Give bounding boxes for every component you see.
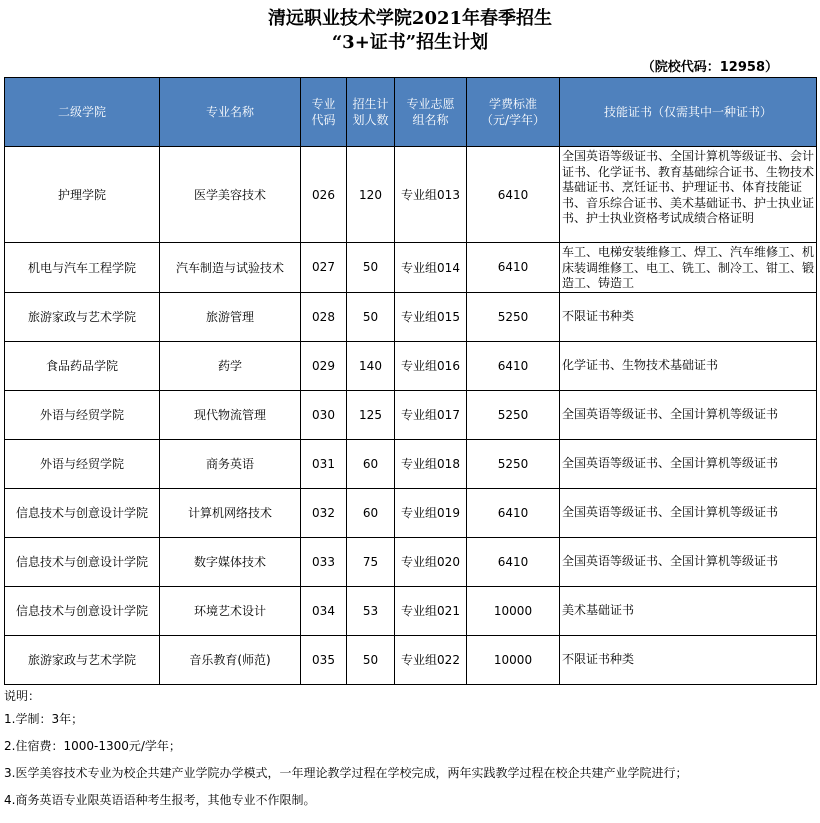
tuition-cell: 10000: [467, 586, 560, 635]
plan-count-cell: 50: [347, 635, 395, 684]
notes-heading: 说明：: [4, 689, 41, 703]
page-subtitle: “3+证书”招生计划: [331, 32, 489, 53]
note-item: 2.住宿费：1000-1300元/学年；: [4, 739, 181, 753]
tuition-cell: 5250: [467, 439, 560, 488]
page-title: 清远职业技术学院2021年春季招生: [267, 8, 553, 29]
major-code-cell: 030: [301, 390, 347, 439]
header-cell: 学费标准（元/学年）: [467, 78, 560, 147]
table-row: [5, 635, 817, 684]
plan-count-cell: 50: [347, 243, 395, 293]
certificate-cell: 全国英语等级证书、全国计算机等级证书: [560, 439, 817, 488]
tuition-cell: 6410: [467, 537, 560, 586]
note-item: 1.学制：3年；: [4, 712, 84, 726]
plan-count-cell: 50: [347, 292, 395, 341]
note-item: 4.商务英语专业限英语语种考生报考，其他专业不作限制。: [4, 793, 316, 807]
major-cell: 商务英语: [160, 439, 301, 488]
certificate-cell: 美术基础证书: [560, 586, 817, 635]
group-cell: 专业组013: [395, 147, 467, 243]
table-row: [5, 537, 817, 586]
major-cell: 环境艺术设计: [160, 586, 301, 635]
major-cell: 计算机网络技术: [160, 488, 301, 537]
college-cell: 旅游家政与艺术学院: [5, 292, 160, 341]
tuition-cell: 5250: [467, 390, 560, 439]
college-cell: 信息技术与创意设计学院: [5, 586, 160, 635]
note-item: 3.医学美容技术专业为校企共建产业学院办学模式，一年理论教学过程在学校完成，两年实践教学过程在校企共建产业学院进行；: [4, 766, 688, 780]
certificate-cell: 不限证书种类: [560, 635, 817, 684]
college-cell: 信息技术与创意设计学院: [5, 537, 160, 586]
enrollment-plan-table: [4, 77, 817, 685]
plan-count-cell: 140: [347, 341, 395, 390]
major-cell: 汽车制造与试验技术: [160, 243, 301, 293]
table-row: [5, 439, 817, 488]
major-code-cell: 033: [301, 537, 347, 586]
plan-count-cell: 60: [347, 488, 395, 537]
tuition-cell: 6410: [467, 243, 560, 293]
major-code-cell: 035: [301, 635, 347, 684]
header-cell: 专业代码: [301, 78, 347, 147]
school-code: （院校代码：12958）: [641, 60, 778, 75]
header-cell: 专业名称: [160, 78, 301, 147]
header-row: [5, 78, 817, 147]
table-row: [5, 341, 817, 390]
plan-count-cell: 125: [347, 390, 395, 439]
college-cell: 护理学院: [5, 147, 160, 243]
tuition-cell: 6410: [467, 341, 560, 390]
major-code-cell: 027: [301, 243, 347, 293]
college-cell: 信息技术与创意设计学院: [5, 488, 160, 537]
plan-count-cell: 60: [347, 439, 395, 488]
header-cell: 二级学院: [5, 78, 160, 147]
table-row: [5, 243, 817, 293]
plan-count-cell: 53: [347, 586, 395, 635]
header-cell: 技能证书（仅需其中一种证书）: [560, 78, 817, 147]
notes-section: [4, 686, 816, 814]
header-cell: 招生计划人数: [347, 78, 395, 147]
major-cell: 旅游管理: [160, 292, 301, 341]
group-cell: 专业组020: [395, 537, 467, 586]
college-cell: 食品药品学院: [5, 341, 160, 390]
major-code-cell: 026: [301, 147, 347, 243]
major-cell: 数字媒体技术: [160, 537, 301, 586]
plan-count-cell: 75: [347, 537, 395, 586]
group-cell: 专业组021: [395, 586, 467, 635]
major-cell: 现代物流管理: [160, 390, 301, 439]
major-code-cell: 032: [301, 488, 347, 537]
group-cell: 专业组022: [395, 635, 467, 684]
major-code-cell: 028: [301, 292, 347, 341]
major-cell: 医学美容技术: [160, 147, 301, 243]
certificate-cell: 化学证书、生物技术基础证书: [560, 341, 817, 390]
tuition-cell: 10000: [467, 635, 560, 684]
college-cell: 旅游家政与艺术学院: [5, 635, 160, 684]
header-cell: 专业志愿组名称: [395, 78, 467, 147]
group-cell: 专业组014: [395, 243, 467, 293]
certificate-cell: 不限证书种类: [560, 292, 817, 341]
certificate-cell: 全国英语等级证书、全国计算机等级证书: [560, 488, 817, 537]
tuition-cell: 6410: [467, 147, 560, 243]
table-row: [5, 586, 817, 635]
group-cell: 专业组015: [395, 292, 467, 341]
certificate-cell: 全国英语等级证书、全国计算机等级证书、会计证书、化学证书、教育基础综合证书、生物技术基础证书、烹饪证书、护理证书、体育技能证书、音乐综合证书、美术基础证书、护士执业证书、护士执业资格考试成绩合格证明: [560, 147, 817, 243]
certificate-cell: 全国英语等级证书、全国计算机等级证书: [560, 390, 817, 439]
group-cell: 专业组018: [395, 439, 467, 488]
certificate-cell: 全国英语等级证书、全国计算机等级证书: [560, 537, 817, 586]
tuition-cell: 5250: [467, 292, 560, 341]
major-cell: 音乐教育(师范): [160, 635, 301, 684]
certificate-cell: 车工、电梯安装维修工、焊工、汽车维修工、机床装调维修工、电工、铣工、制冷工、钳工、锻造工、铸造工: [560, 243, 817, 293]
college-cell: 外语与经贸学院: [5, 439, 160, 488]
table-row: [5, 147, 817, 243]
major-code-cell: 029: [301, 341, 347, 390]
major-cell: 药学: [160, 341, 301, 390]
table-row: [5, 488, 817, 537]
table-row: [5, 390, 817, 439]
major-code-cell: 034: [301, 586, 347, 635]
college-cell: 机电与汽车工程学院: [5, 243, 160, 293]
table-row: [5, 292, 817, 341]
group-cell: 专业组016: [395, 341, 467, 390]
plan-count-cell: 120: [347, 147, 395, 243]
group-cell: 专业组019: [395, 488, 467, 537]
major-code-cell: 031: [301, 439, 347, 488]
tuition-cell: 6410: [467, 488, 560, 537]
college-cell: 外语与经贸学院: [5, 390, 160, 439]
group-cell: 专业组017: [395, 390, 467, 439]
